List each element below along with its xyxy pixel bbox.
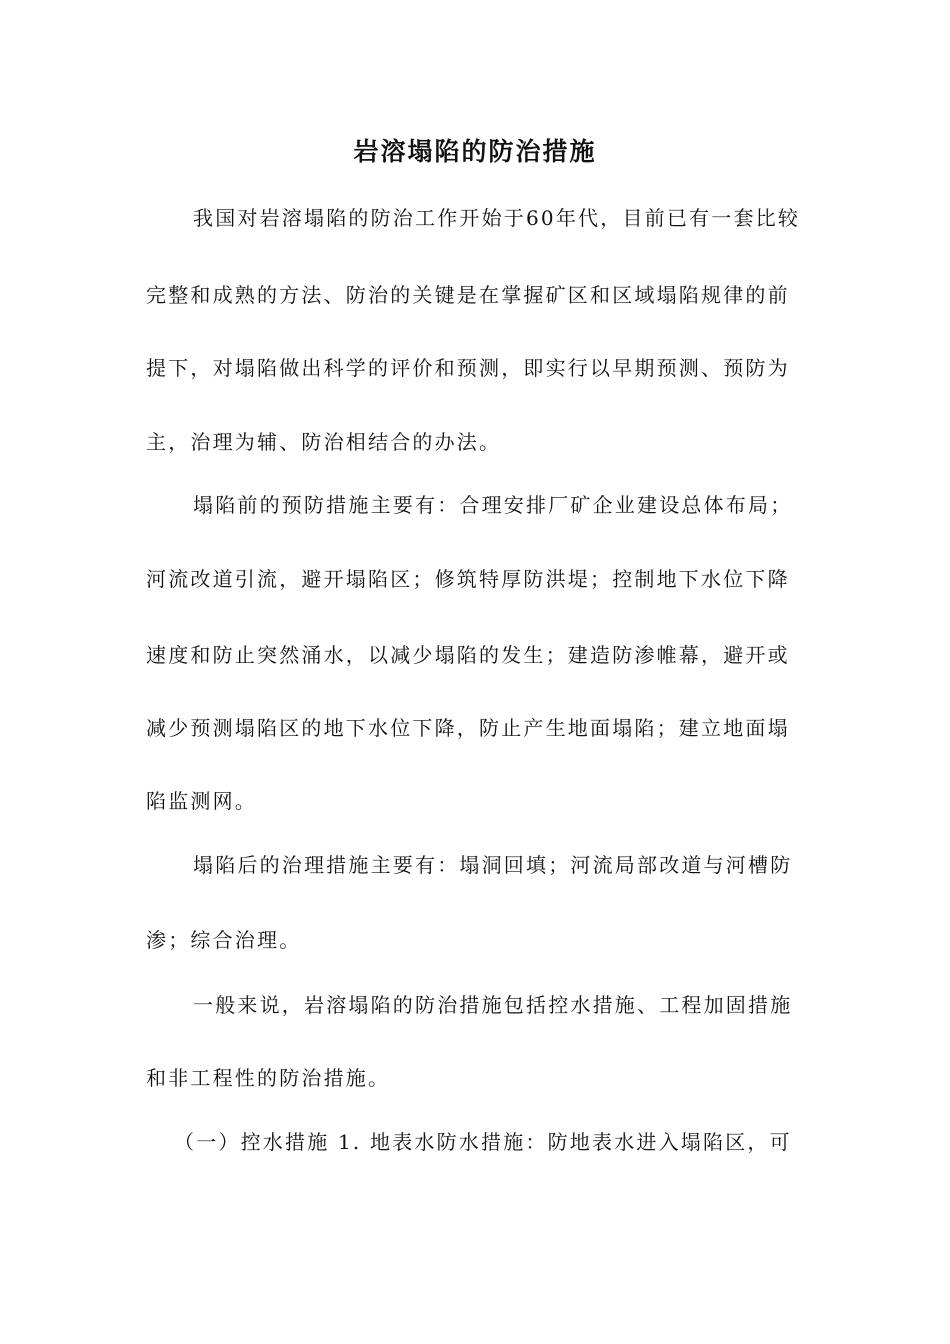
paragraph-2-line-4: 减少预测塌陷区的地下水位下降，防止产生地面塌陷；建立地面塌 <box>146 716 790 740</box>
paragraph-5-line-1: （一）控水措施 1. 地表水防水措施：防地表水进入塌陷区，可 <box>174 1130 792 1154</box>
paragraph-4-line-1: 一般来说，岩溶塌陷的防治措施包括控水措施、工程加固措施 <box>193 993 793 1017</box>
paragraph-1-line-2: 完整和成熟的方法、防治的关键是在掌握矿区和区域塌陷规律的前 <box>146 283 790 307</box>
paragraph-1-line-3: 提下，对塌陷做出科学的评价和预测，即实行以早期预测、预防为 <box>146 356 790 380</box>
document-title: 岩溶塌陷的防治措施 <box>353 137 597 166</box>
paragraph-2-line-2: 河流改道引流，避开塌陷区；修筑特厚防洪堤；控制地下水位下降 <box>146 567 790 591</box>
paragraph-2-line-5: 陷监测网。 <box>146 789 257 813</box>
paragraph-2-line-3: 速度和防止突然涌水，以减少塌陷的发生；建造防渗帷幕，避开或 <box>146 643 790 667</box>
paragraph-2-line-1: 塌陷前的预防措施主要有：合理安排厂矿企业建设总体布局； <box>193 493 793 517</box>
paragraph-3-line-1: 塌陷后的治理措施主要有：塌洞回填；河流局部改道与河槽防 <box>193 853 793 877</box>
paragraph-3-line-2: 渗；综合治理。 <box>146 928 302 952</box>
paragraph-1-line-4: 主，治理为辅、防治相结合的办法。 <box>146 430 502 454</box>
paragraph-4-line-2: 和非工程性的防治措施。 <box>146 1066 391 1090</box>
paragraph-1-line-1: 我国对岩溶塌陷的防治工作开始于60年代，目前已有一套比较 <box>193 206 801 230</box>
